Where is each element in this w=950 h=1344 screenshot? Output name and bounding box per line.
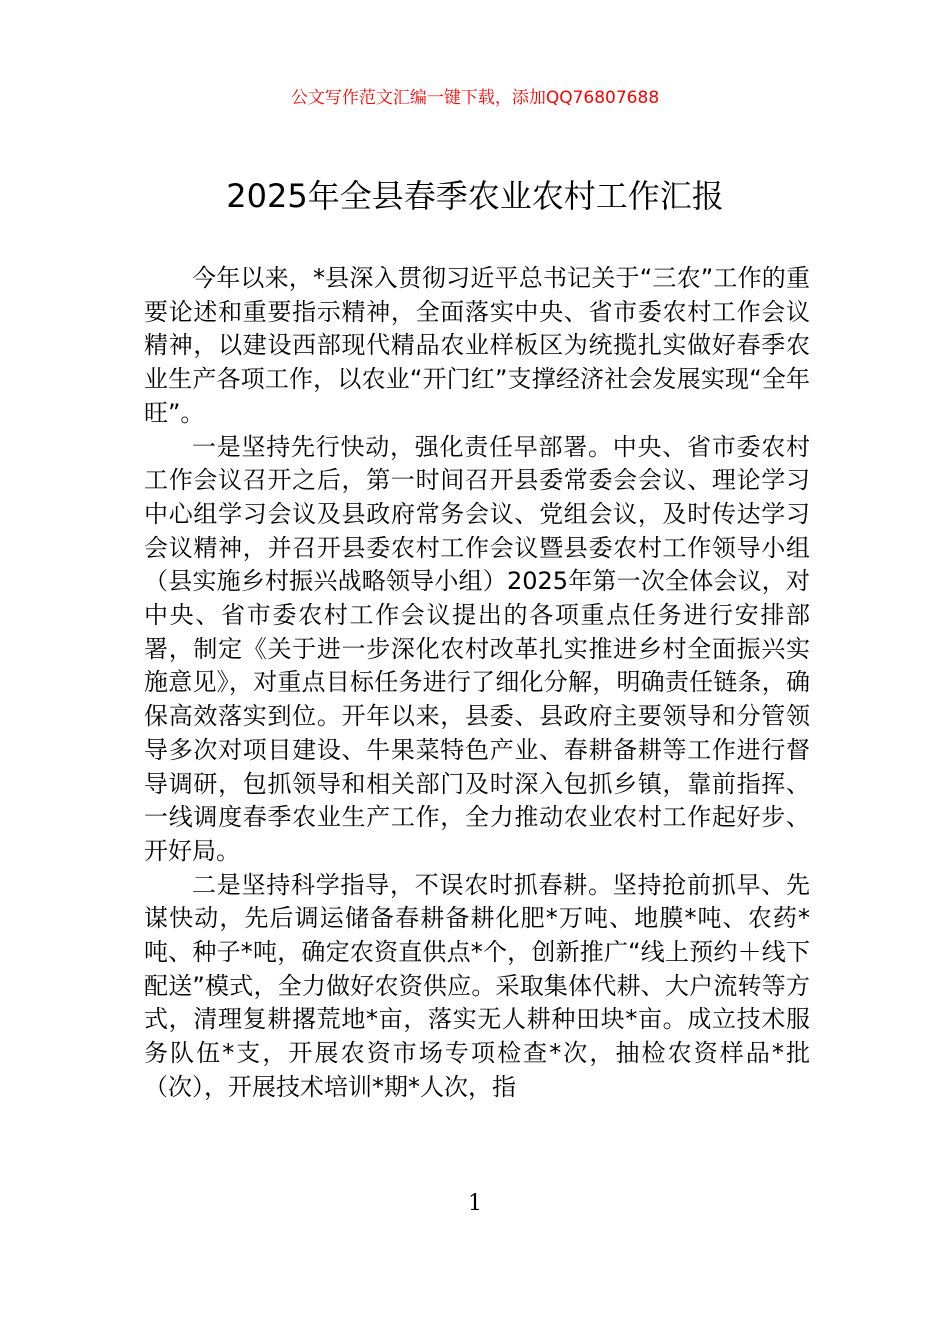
page-number: 1	[468, 1191, 482, 1216]
watermark-text: 公文写作范文汇编一键下载，添加QQ76807688	[290, 88, 660, 108]
document-body	[144, 262, 810, 1105]
paragraph-intro: 今年以来，*县深入贯彻习近平总书记关于“三农”工作的重要论述和重要指示精神，全面落实中央、省市委农村工作会议精神，以建设西部现代精品农业样板区为统揽扎实做好春季农业生产各项工作，以农业“开门红”支撑经济社会发展实现“全年旺”。	[144, 264, 810, 427]
paragraph-point-two: 二是坚持科学指导，不误农时抓春耕。坚持抢前抓早、先谋快动，先后调运储备春耕备耕化肥*万吨、地膜*吨、农药*吨、种子*吨，确定农资直供点*个，创新推广“线上预约＋线下配送”模式，全力做好农资供应。采取集体代耕、大户流转等方式，清理复耕撂荒地*亩，落实无人耕种田块*亩。成立技术服务队伍*支，开展农资市场专项检查*次，抽检农资样品*批（次），开展技术培训*期*人次，指	[144, 870, 810, 1101]
document-title: 2025年全县春季农业农村工作汇报	[226, 177, 724, 215]
paragraph-point-one: 一是坚持先行快动，强化责任早部署。中央、省市委农村工作会议召开之后，第一时间召开县委常委会会议、理论学习中心组学习会议及县政府常务会议、党组会议，及时传达学习会议精神，并召开县委农村工作会议暨县委农村工作领导小组（县实施乡村振兴战略领导小组）2025年第一次全体会议，对中央、省市委农村工作会议提出的各项重点任务进行安排部署，制定《关于进一步深化农村改革扎实推进乡村全面振兴实施意见》，对重点目标任务进行了细化分解，明确责任链条，确保高效落实到位。开年以来，县委、县政府主要领导和分管领导多次对项目建设、牛果菜特色产业、春耕备耕等工作进行督导调研，包抓领导和相关部门及时深入包抓乡镇，靠前指挥、一线调度春季农业生产工作，全力推动农业农村工作起好步、开好局。	[144, 432, 810, 865]
